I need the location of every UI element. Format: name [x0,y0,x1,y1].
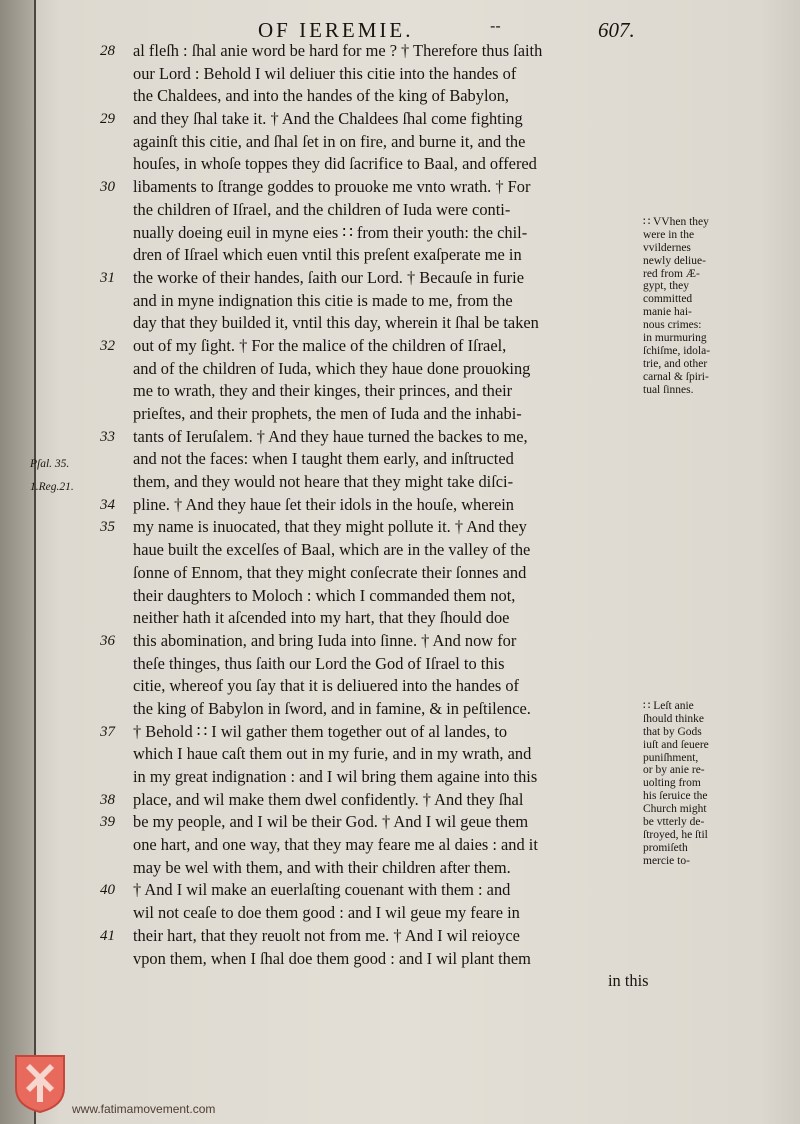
line-text: † And I wil make an euerlaſting couenant with them : and [133,880,511,900]
text-line [100,585,645,608]
verse-number: 35 [100,519,115,536]
side-note-line: puniſhment, [643,751,699,764]
text-line [100,335,645,358]
text-line [100,675,645,698]
text-line [100,63,645,86]
line-text: our Lord : Behold I wil deliuer this citie into the handes of [133,63,517,83]
side-note-line: or by anie re- [643,764,705,777]
main-text-column [100,40,649,993]
text-line [100,358,645,381]
side-note-line: trie, and other [643,357,708,370]
line-text: place, and wil make them dwel confidently. † And they ſhal [133,789,524,809]
line-text: one hart, and one way, that they may feare me al daies : and it [133,835,538,855]
side-note-line: uolting from [643,777,701,790]
line-text: may be wel with them, and with their children after them. [133,857,511,877]
text-line [100,743,645,766]
margin-reference-kings: 1.Reg.21. [30,481,74,493]
text-line [100,902,645,925]
line-text: be my people, and I wil be their God. † And I wil geue them [133,812,529,832]
line-text: me to wrath, they and their kinges, their princes, and their [133,381,513,401]
line-text: them, and they would not heare that they might take diſci- [133,472,514,492]
text-line [100,380,645,403]
side-note-line: carnal & ſpiri- [643,370,709,383]
text-line [100,879,645,902]
line-text: which I haue caſt them out in my furie, and in my wrath, and [133,744,532,764]
verse-number: 32 [100,337,115,354]
line-text: and of the children of Iuda, which they haue done prouoking [133,358,531,378]
text-line [100,516,645,539]
text-line [100,789,645,812]
line-text: the king of Babylon in ſword, and in famine, & in peſtilence. [133,698,531,718]
text-line [100,811,645,834]
verse-number: 37 [100,723,115,740]
header-ornament: -- [490,16,501,35]
line-text: their hart, that they reuolt not from me. † And I wil reioyce [133,925,520,945]
line-text: libaments to ſtrange goddes to prouoke me vnto wrath. † For [133,177,531,197]
verse-number: 30 [100,179,115,196]
line-text: pline. † And they haue ſet their idols in the houſe, wherein [133,494,514,514]
text-line [100,948,645,971]
text-line [100,222,645,245]
line-text: day that they builded it, vntil this day, wherein it ſhal be taken [133,313,539,333]
line-text: againſt this citie, and ſhal ſet in on fire, and burne it, and the [133,131,526,151]
text-line [100,131,645,154]
line-text: al fleſh : ſhal anie word be hard for me ? † Therefore thus ſaith [133,41,543,60]
text-line [100,857,645,880]
side-note-line: newly deliue- [643,254,706,267]
side-note-line: red from Æ- [643,267,700,280]
line-text: citie, whereof you ſay that it is deliuered into the handes of [133,676,519,696]
text-line [100,766,645,789]
text-line [100,653,645,676]
side-note-line: mercie to- [643,854,690,867]
text-line [100,108,645,131]
text-line [100,471,645,494]
line-text: nually doeing euil in myne eies ∷ from their youth: the chil- [133,222,528,242]
verse-number: 36 [100,632,115,649]
side-note-line: nous crimes: [643,319,702,332]
text-line [100,834,645,857]
side-note-line: ſtroyed, he ſtil [643,828,708,841]
line-text: wil not ceaſe to doe them good : and I wil geue my feare in [133,903,520,923]
text-line [100,539,645,562]
side-note-line: ∷ Leſt anie [643,700,694,712]
side-note-line: were in the [643,228,695,241]
text-line [100,426,645,449]
text-line [100,290,645,313]
text-line [100,267,645,290]
binding-shadow [0,0,36,1124]
verse-number: 28 [100,43,115,59]
line-text: and not the faces: when I taught them early, and inſtructed [133,449,514,469]
line-text: out of my ſight. † For the malice of the children of Iſrael, [133,335,507,355]
line-text: tants of Ieruſalem. † And they haue turned the backes to me, [133,426,528,446]
line-text: ſonne of Ennom, that they might conſecrate their ſonnes and [133,562,527,582]
text-line [100,40,645,63]
side-note-line: ſhould thinke [643,712,705,725]
side-note-line: ∷ VVhen they [643,216,709,228]
fatima-movement-logo [12,1052,68,1114]
side-note-line: iuſt and ſeuere [643,738,709,751]
text-line [100,562,645,585]
line-text: haue built the excelſes of Baal, which are in the valley of the [133,540,531,560]
verse-number: 33 [100,428,115,445]
text-line [100,925,645,948]
text-line [100,970,649,993]
verse-number: 38 [100,791,115,808]
line-text: neither hath it aſcended into my hart, that they ſhould doe [133,608,510,628]
watermark-url: www.fatimamovement.com [72,1102,216,1116]
verse-number: 31 [100,269,115,286]
text-line [100,698,645,721]
side-note-line: promiſeth [643,841,688,854]
line-text: in my great indignation : and I wil bring them againe into this [133,767,538,786]
side-note-line: in murmuring [643,332,707,345]
line-text: the Chaldees, and into the handes of the king of Babylon, [133,86,509,106]
verse-number: 41 [100,927,115,944]
side-note-line: be vtterly de- [643,816,705,829]
running-head: OF IEREMIE. [258,18,414,42]
side-note-line: gypt, they [643,280,689,293]
text-line [100,494,645,517]
text-line [100,153,645,176]
line-text: and they ſhal take it. † And the Chaldees ſhal come fighting [133,109,523,129]
text-line [100,630,645,653]
line-text: the children of Iſrael, and the children of Iuda were conti- [133,199,511,219]
line-text: and in myne indignation this citie is made to me, from the [133,290,513,310]
side-note-line: that by Gods [643,725,702,738]
binding-rule [34,0,36,1124]
verse-number: 40 [100,882,115,899]
catchword: in this [608,971,649,991]
verse-number: 34 [100,496,115,513]
line-text: the worke of their handes, ſaith our Lord. † Becauſe in furie [133,267,524,287]
text-line [100,176,645,199]
margin-reference-psalm: Pſal. 35. [30,458,70,470]
side-note-line: manie hai- [643,306,692,319]
line-text: my name is inuocated, that they might pollute it. † And they [133,517,527,537]
line-text: vpon them, when I ſhal doe them good : and I wil plant them [133,948,531,968]
text-line [100,199,645,222]
line-text: their daughters to Moloch : which I commanded them not, [133,585,516,605]
line-text: prieſtes, and their prophets, the men of Iuda and the inhabi- [133,404,522,423]
text-line [100,607,645,630]
side-note-line: committed [643,293,693,306]
verse-number: 39 [100,814,115,831]
text-line [100,721,645,744]
line-text: † Behold ∷ I wil gather them together out of al landes, to [133,721,508,741]
line-text: dren of Iſrael which euen vntil this preſent exaſperate me in [133,245,522,265]
page-number: 607. [598,18,635,42]
line-text: this abomination, and bring Iuda into ſinne. † And now for [133,630,517,650]
text-line [100,312,645,335]
side-note-2 [643,700,755,868]
text-line [100,244,645,267]
text-line [100,448,645,471]
line-text: theſe thinges, thus ſaith our Lord the God of Iſrael to this [133,653,505,673]
side-note-line: vvildernes [643,241,691,254]
side-note-line: ſchiſme, idola- [643,344,711,357]
side-note-line: tual ſinnes. [643,383,694,396]
side-note-line: his ſeruice the [643,790,708,803]
side-note-1 [643,216,755,396]
text-line [100,85,645,108]
verse-number: 29 [100,111,115,128]
line-text: houſes, in whoſe toppes they did ſacrifice to Baal, and offered [133,154,537,174]
side-note-line: Church might [643,803,707,816]
text-line [100,403,645,426]
